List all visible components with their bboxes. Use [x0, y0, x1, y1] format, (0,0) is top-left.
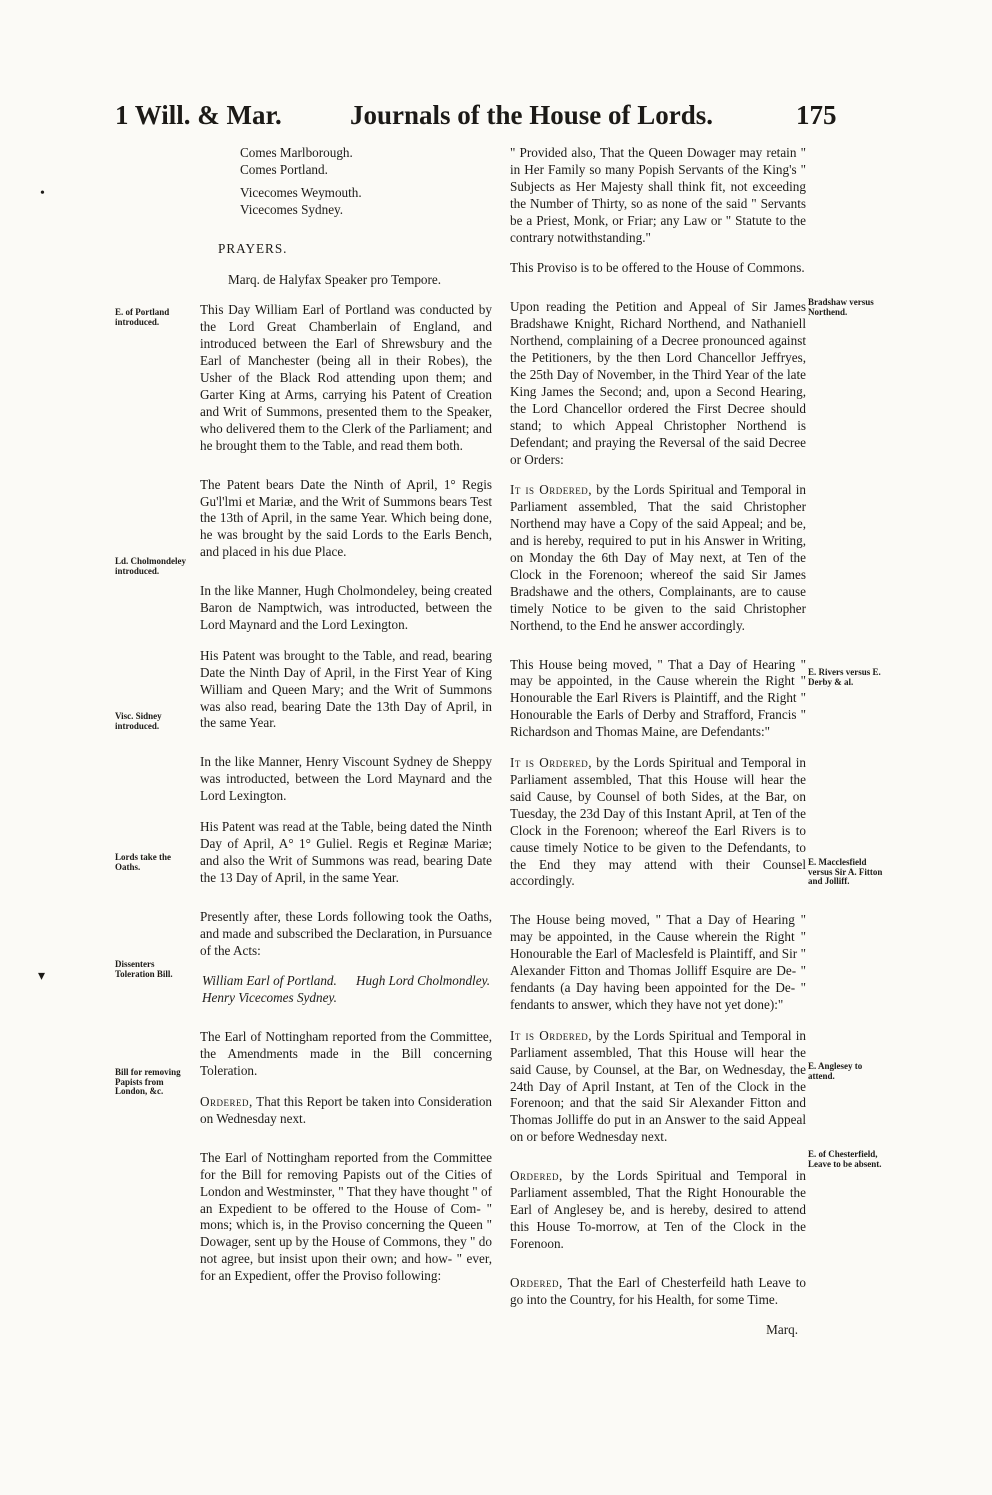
attendance-name: Comes Marlborough.: [240, 145, 353, 160]
ordered-lead: Ordered,: [510, 1274, 563, 1290]
paragraph-maclesfield: The House being moved, " That a Day of Hearing " may be appointed, in the Cause wherein the Right " Honourable the Earl of Maclesfeld is Plaintiff, and Sir " Alexander Fitton and Thomas Jolliff Esquire are De- " fendants (a Day having been appointed for the De- " fendants to answer, which they have not yet done):": [510, 912, 806, 1012]
attendance-name: Vicecomes Weymouth.: [240, 184, 362, 200]
ordered-lead: It is Ordered,: [510, 482, 593, 498]
ordered-lead: Ordered,: [510, 1168, 563, 1184]
margin-note-dissenters: Dissenters Toleration Bill.: [115, 959, 173, 979]
margin-note-cholmondeley: Ld. Cholmondeley introduced.: [115, 556, 187, 576]
attendance-list: [200, 145, 492, 219]
left-column: [200, 145, 492, 1285]
ordered-lead: Ordered,: [200, 1093, 253, 1109]
margin-mark-arrow: ▾: [38, 969, 46, 984]
ordered-lead: It is Ordered,: [510, 755, 593, 771]
paragraph-portland: This Day William Earl of Portland was conducted by the Lord Great Chamberlain of England, and introduced between the Earl of Shrewsbury and the Earl of Manchester (being all in their Robes), the Usher of the Black Rod attending upon them; and Garter King at Arms, carrying his Patent of Creation and Writ of Summons, presented them to the Speaker, who delivered them to the Clerk of the Parliament; and he brought them to the Table, and read them both.: [200, 302, 492, 453]
margin-note-chesterfield: E. of Chesterfield, Leave to be absent.: [808, 1149, 882, 1169]
prayers-heading: PRAYERS.: [218, 240, 288, 256]
margin-mark-dot: •: [40, 186, 45, 201]
paragraph-sidney-patent: His Patent was read at the Table, being dated the Ninth Day of April, A° 1° Guliel. Regis et Reginæ Mariæ; and also the Writ of Summons was read, bearing Date the 13 Day of April, in the same Year.: [200, 819, 492, 885]
running-head-title: Journals of the House of Lords.: [350, 100, 714, 130]
oath-names: [200, 973, 492, 990]
order-text: by the Lords Spiritual and Temporal in Parliament assembled, That the said Christopher Northend may have a Copy of the said Appeal; and be, and is hereby, required to put in his Answer in Writing, on Monday the 6th Day of May next, at Ten of the Clock in the Forenoon; whereof the said Sir James Bradshawe and the others, Complainants, are to cause timely Notice to be given to the said Christopher Northend, to the End he answer accordingly.: [510, 482, 807, 633]
margin-note-rivers: E. Rivers versus E. Derby & al.: [808, 667, 881, 687]
attendance-name: Vicecomes Sydney.: [240, 201, 344, 217]
catchword: Marq.: [766, 1322, 798, 1338]
order-text: That the Earl of Chesterfeild hath Leave to go into the Country, for his Health, for some Time.: [510, 1274, 806, 1307]
margin-note-maclesfield: E. Macclesfield versus Sir A. Fitton and Jolliff.: [808, 857, 883, 886]
paragraph-papists: The Earl of Nottingham reported from the Committee for the Bill for removing Papists out of the Cities of London and Westminster, " That they have thought " of an Expedient to be offered to the House of Com- " mons; which is, in the Proviso concerning the Queen " Dowager, sent up by the House of Commons, they " do not agree, but insist upon their own; and how- " ever, for an Expedient, offer the Proviso following:: [200, 1149, 492, 1284]
margin-note-papists: Bill for removing Papists from London, &c.: [115, 1067, 181, 1096]
running-head-regnal-year: 1 Will. & Mar.: [115, 100, 282, 130]
page-number: 175: [796, 100, 837, 130]
order-text: That this Report be taken into Consideration on Wednesday next.: [200, 1093, 493, 1126]
paragraph-oaths: Presently after, these Lords following took the Oaths, and made and subscribed the Declaration, in Pursuance of the Acts:: [200, 908, 492, 958]
paragraph-chesterfield: [510, 1275, 806, 1309]
margin-note-bradshaw: Bradshaw versus Northend.: [808, 297, 874, 317]
oath-name: Henry Vicecomes Sydney.: [202, 990, 337, 1006]
paragraph-toleration: The Earl of Nottingham reported from the Committee, the Amendments made in the Bill concerning Toleration.: [200, 1029, 492, 1079]
paragraph-report-order: [200, 1094, 492, 1128]
paragraph-bradshaw: Upon reading the Petition and Appeal of Sir James Bradshawe Knight, Richard Northend, and Nathaniell Northend, complaining of a Decree pronounced against the Petitioners, by the then Lord Chancellor Jeffryes, the 25th Day of November, in the Third Year of the late King James the Second; and, upon a Second Hearing, the Lord Chancellor ordered the First Decree should stand; to which Appeal Christopher Northend is Defendant; and praying the Reversal of the said Decree or Orders:: [510, 299, 806, 467]
paragraph-cholmondeley-patent: His Patent was brought to the Table, and read, bearing Date the Ninth Day of April, in the First Year of King William and Queen Mary; and the Writ of Summons was also read, bearing Date the 13th Day of April, in the same Year.: [200, 647, 492, 731]
right-column: [510, 145, 806, 1339]
ordered-lead: It is Ordered,: [510, 1027, 593, 1043]
proviso-note: This Proviso is to be offered to the House of Commons.: [510, 260, 805, 276]
paragraph-anglesey: [510, 1168, 806, 1253]
margin-note-portland: E. of Portland introduced.: [115, 307, 170, 327]
paragraph-bradshaw-order: [510, 482, 806, 634]
order-text: by the Lords Spiritual and Temporal in Parliament assembled, That this House will hear the said Cause, by Counsel of both Sides, at the Bar, on Tuesday, the 23d Day of this Instant April, at Ten of the Clock in the Forenoon; whereof the Earl Rivers is to cause timely Notice to be given to the Defendants, to the End they may attend with their Counsel accordingly.: [510, 755, 807, 889]
paragraph-rivers-order: [510, 755, 806, 890]
attendance-name: Comes Portland.: [240, 161, 328, 177]
paragraph-rivers: This House being moved, " That a Day of Hearing " may be appointed, in the Cause wherein the Right " Honourable the Earl Rivers is Plaintiff, and the Right " Honourable the Earls of Derby and Strafford, Francis " Richardson and Thomas Maine, are Defendants:": [510, 656, 806, 740]
margin-note-anglesey: E. Anglesey to attend.: [808, 1061, 863, 1081]
speaker-line: Marq. de Halyfax Speaker pro Tempore.: [228, 271, 442, 287]
paragraph-maclesfield-order: [510, 1028, 806, 1146]
margin-note-oaths: Lords take the Oaths.: [115, 852, 171, 872]
margin-note-sidney: Visc. Sidney introduced.: [115, 711, 162, 731]
order-text: by the Lords Spiritual and Temporal in Parliament assembled, That the Right Honourable the Earl of Anglesey be, and is hereby, desired to attend this House To-morrow, at Ten of the Clock in the Forenoon.: [510, 1168, 806, 1251]
oath-name: William Earl of Portland.: [202, 973, 337, 989]
paragraph-sidney: In the like Manner, Henry Viscount Sydney de Sheppy was introducted, between the Lord Maynard and the Lord Lexington.: [200, 754, 492, 804]
paragraph-cholmondeley: In the like Manner, Hugh Cholmondeley, being created Baron de Namptwich, was introducted, between the Lord Maynard and the Lord Lexington.: [200, 583, 492, 632]
proviso-quote: " Provided also, That the Queen Dowager may retain " in Her Family so many Popish Servants of the King's " Subjects as Her Majesty shall think fit, not exceeding the Number of Thirty, so as none of the said " Servants be a Priest, Monk, or Friar; any Law or " Statute to the contrary notwithstanding.": [510, 145, 806, 245]
paragraph-portland-patent: The Patent bears Date the Ninth of April, 1° Regis Gu'l'lmi et Mariæ, and the Writ of Summons bears Test the 13th of April, in the same Year. Which being done, he was brought by the said Lords to the Earls Bench, and placed in his due Place.: [200, 476, 492, 560]
order-text: by the Lords Spiritual and Temporal in Parliament assembled, That this House will hear the said Cause, by Counsel, at the Bar, on Wednesday, the 24th Day of April Instant, at Ten of the Clock in the Forenoon; and that the said Sir Alexander Fitton and Thomas Jolliffe do put in an Answer to the said Appeal on or before Wednesday next.: [510, 1027, 807, 1145]
oath-name: Hugh Lord Cholmondley.: [356, 973, 490, 989]
